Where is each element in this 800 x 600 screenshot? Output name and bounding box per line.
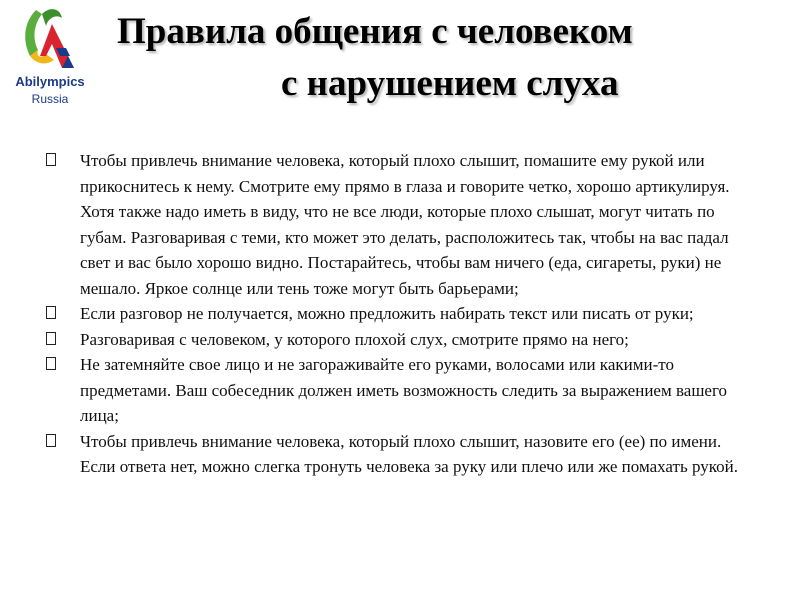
abilympics-emblem-icon bbox=[16, 4, 86, 72]
logo-sub: Russia bbox=[31, 92, 69, 106]
list-item-text: Разговаривая с человеком, у которого плохой слух, смотрите прямо на него; bbox=[80, 329, 629, 349]
logo-name: Abilympics bbox=[15, 74, 85, 89]
list-item-text: Чтобы привлечь внимание человека, который плохо слышит, назовите его (ее) по имени. Если ответа нет, можно слегка тронуть человека за руку или плечо или же помахать рукой. bbox=[80, 431, 738, 476]
list-item bbox=[46, 352, 760, 429]
rules-list bbox=[46, 148, 760, 480]
bullet-box-icon bbox=[46, 332, 56, 345]
bullet-box-icon bbox=[46, 153, 56, 166]
list-item bbox=[46, 327, 760, 353]
list-item bbox=[46, 148, 760, 301]
list-item bbox=[46, 429, 760, 480]
bullet-box-icon bbox=[46, 357, 56, 370]
title-line-1: Правила общения с человеком bbox=[117, 11, 633, 52]
list-item-text: Если разговор не получается, можно предложить набирать текст или писать от руки; bbox=[80, 304, 694, 323]
list-item bbox=[46, 301, 760, 327]
bullet-box-icon bbox=[46, 306, 56, 319]
title-line-2: с нарушением слуха bbox=[281, 63, 619, 104]
page-title bbox=[95, 6, 785, 110]
list-item-text: Чтобы привлечь внимание человека, который плохо слышит, помашите ему рукой или прикоснитесь к нему. Смотрите ему прямо в глаза и говорите четко, хорошо артикулируя. Хотя также надо иметь в виду, что не все люди, которые плохо слышат, могут читать по губам. Разговаривая с теми, кто может это делать, расположитесь так, чтобы на вас падал свет и вас было хорошо видно. Постарайтесь, чтобы вам ничего (еда, сигареты, руки) не мешало. Яркое солнце или тень тоже могут быть барьерами; bbox=[80, 151, 730, 298]
list-item-text: Не затемняйте свое лицо и не загораживайте его руками, волосами или какими-то предметами. Ваш собеседник должен иметь возможность следить за выражением вашего лица; bbox=[80, 355, 728, 425]
bullet-box-icon bbox=[46, 434, 56, 447]
abilympics-logo bbox=[4, 4, 104, 108]
